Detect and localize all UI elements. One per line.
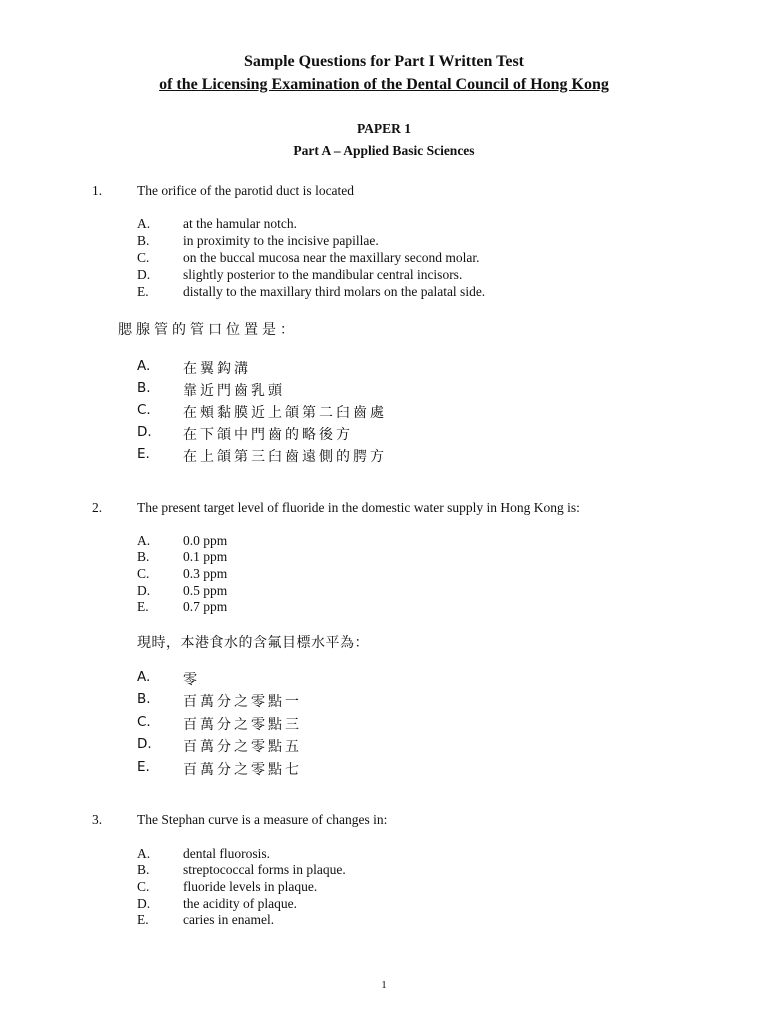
q1-option-c-text: on the buccal mucosa near the maxillary second molar. bbox=[183, 250, 480, 265]
q1-option-e-text: distally to the maxillary third molars on the palatal side. bbox=[183, 284, 486, 299]
q3-option-e-text: caries in enamel. bbox=[183, 912, 275, 927]
question-3-text: The Stephan curve is a measure of changes in: bbox=[137, 812, 388, 827]
q1-zh-option-d-label: D. bbox=[137, 424, 152, 440]
q2-zh-option-b-label: B. bbox=[137, 691, 151, 707]
q1-option-d-text: slightly posterior to the mandibular central incisors. bbox=[183, 267, 463, 282]
q3-option-e-label: E. bbox=[137, 912, 149, 927]
part-heading: Part A – Applied Basic Sciences bbox=[293, 143, 475, 158]
q3-option-c-text: fluoride levels in plaque. bbox=[183, 879, 318, 894]
q2-zh-option-c-label: C. bbox=[137, 714, 151, 730]
q1-option-d-label: D. bbox=[137, 267, 151, 282]
q2-zh-option-a-label: A. bbox=[137, 669, 151, 685]
q2-option-a-label: A. bbox=[137, 533, 151, 548]
question-1-number: 1. bbox=[92, 183, 103, 198]
q2-option-e-label: E. bbox=[137, 599, 149, 614]
q2-option-b-text: 0.1 ppm bbox=[183, 549, 228, 564]
q2-zh-option-e-text: 百萬分之零點七 bbox=[183, 762, 302, 778]
q1-option-b-text: in proximity to the incisive papillae. bbox=[183, 233, 379, 248]
q2-option-b-label: B. bbox=[137, 549, 150, 564]
q1-option-c-label: C. bbox=[137, 250, 150, 265]
q1-option-b-label: B. bbox=[137, 233, 150, 248]
question-1-chinese-text: 腮腺管的管口位置是： bbox=[118, 322, 298, 338]
q1-zh-option-e-label: E. bbox=[137, 446, 150, 462]
q2-option-c-text: 0.3 ppm bbox=[183, 566, 228, 581]
q2-option-d-text: 0.5 ppm bbox=[183, 583, 228, 598]
q1-option-e-label: E. bbox=[137, 284, 149, 299]
q3-option-c-label: C. bbox=[137, 879, 150, 894]
q2-option-d-label: D. bbox=[137, 583, 151, 598]
page-number: 1 bbox=[381, 979, 387, 991]
question-1-text: The orifice of the parotid duct is located bbox=[137, 183, 355, 198]
q2-zh-option-d-label: D. bbox=[137, 736, 152, 752]
question-3-number: 3. bbox=[92, 812, 103, 827]
q1-zh-option-a-text: 在翼鈎溝 bbox=[183, 361, 251, 377]
q2-zh-option-e-label: E. bbox=[137, 759, 150, 775]
q1-option-a-label: A. bbox=[137, 216, 151, 231]
q1-zh-option-a-label: A. bbox=[137, 358, 151, 374]
question-2-chinese-text: 現時，本港食水的含氟目標水平為： bbox=[137, 635, 369, 651]
q2-zh-option-d-text: 百萬分之零點五 bbox=[183, 739, 302, 755]
q3-option-d-label: D. bbox=[137, 896, 151, 911]
question-2-number: 2. bbox=[92, 500, 103, 515]
q1-zh-option-d-text: 在下頜中門齒的略後方 bbox=[183, 427, 353, 443]
document-subtitle: of the Licensing Examination of the Dental Council of Hong Kong bbox=[159, 76, 609, 93]
q1-zh-option-e-text: 在上頜第三臼齒遠側的腭方 bbox=[183, 449, 387, 465]
q3-option-a-label: A. bbox=[137, 846, 151, 861]
question-2-text: The present target level of fluoride in the domestic water supply in Hong Kong is: bbox=[137, 500, 580, 515]
q2-option-e-text: 0.7 ppm bbox=[183, 599, 228, 614]
q1-option-a-text: at the hamular notch. bbox=[183, 216, 297, 231]
q2-zh-option-c-text: 百萬分之零點三 bbox=[183, 717, 302, 733]
q2-option-c-label: C. bbox=[137, 566, 150, 581]
q1-zh-option-b-text: 靠近門齒乳頭 bbox=[183, 383, 285, 399]
q3-option-b-text: streptococcal forms in plaque. bbox=[183, 862, 346, 877]
document-title: Sample Questions for Part I Written Test bbox=[243, 53, 524, 70]
paper-heading: PAPER 1 bbox=[356, 121, 412, 136]
q3-option-d-text: the acidity of plaque. bbox=[183, 896, 297, 911]
q1-zh-option-c-label: C. bbox=[137, 402, 151, 418]
q2-option-a-text: 0.0 ppm bbox=[183, 533, 228, 548]
q2-zh-option-b-text: 百萬分之零點一 bbox=[183, 694, 302, 710]
q1-zh-option-c-text: 在頰黏膜近上頜第二臼齒處 bbox=[183, 405, 387, 421]
q3-option-a-text: dental fluorosis. bbox=[183, 846, 270, 861]
q3-option-b-label: B. bbox=[137, 862, 150, 877]
q2-zh-option-a-text: 零 bbox=[183, 672, 200, 688]
q1-zh-option-b-label: B. bbox=[137, 380, 151, 396]
